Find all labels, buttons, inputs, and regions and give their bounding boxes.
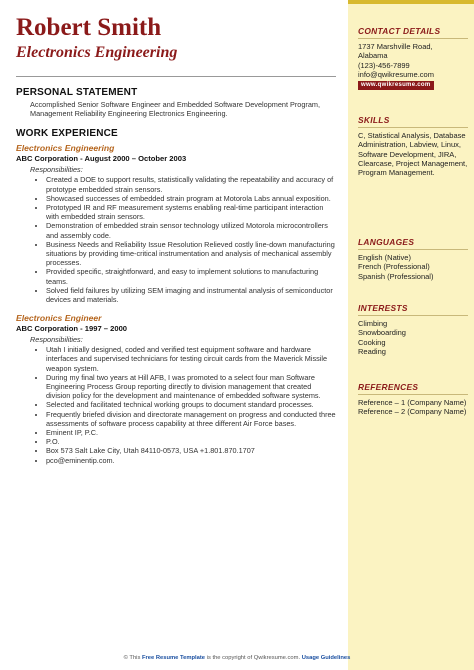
interests-heading: INTERESTS — [358, 303, 468, 316]
address-line: 1737 Marshville Road, — [358, 42, 433, 51]
responsibilities-list — [16, 345, 336, 465]
list-item: • Showcased successes of embedded strain program at Motorola Labs annual exposition. — [46, 194, 336, 203]
responsibilities-list — [16, 175, 336, 304]
list-item: English (Native) — [358, 253, 411, 262]
contact-heading: CONTACT DETAILS — [358, 26, 468, 39]
main-column — [16, 14, 336, 465]
sidebar — [348, 0, 474, 670]
list-item: Snowboarding — [358, 328, 406, 338]
list-item: Spanish (Professional) — [358, 271, 434, 281]
list-item: • Eminent IP, P.C. — [46, 428, 336, 437]
address-state: Alabama — [358, 51, 388, 61]
job-title: Electronics Engineering — [16, 143, 115, 154]
usage-guidelines-link[interactable]: Usage Guidelines — [301, 655, 351, 661]
languages-section — [358, 237, 468, 281]
languages-heading: LANGUAGES — [358, 237, 468, 250]
company-line — [16, 324, 336, 333]
candidate-title: Electronics Engineering — [16, 44, 178, 61]
personal-statement-text: Accomplished Senior Software Engineer and Embedded Software Development Program, Management Reliability Engineering Electronics Engineering. — [30, 100, 321, 119]
website-link[interactable]: www.qwikresume.com — [358, 81, 434, 90]
list-item: Reference – 2 (Company Name) — [358, 407, 467, 417]
list-item: • Created a DOE to support results, statistically validating the repeatability and accuracy of prototype embedded strain sensors. — [46, 175, 336, 193]
company-line — [16, 154, 336, 163]
references-heading: REFERENCES — [358, 382, 468, 395]
list-item: Reference – 1 (Company Name) — [358, 398, 467, 407]
list-item: • Selected and facilitated technical working groups to document standard processes. — [46, 400, 336, 409]
phone-number: (123)-456-7899 — [358, 60, 410, 70]
skills-text: C, Statistical Analysis, Database Administration, Labview, Linux, Software Development, JIRA, Clearcase, Project Management, Program Management. — [358, 131, 468, 178]
email-address[interactable]: info@qwikresume.com — [358, 69, 434, 79]
job-entry-2 — [16, 313, 336, 465]
list-item: • During my final two years at Hill AFB, I was promoted to a select four man Software Engineering Process Group reporting directly to division management that created division policy for the development and maintenance of embedded software systems. — [46, 373, 336, 401]
list-item: Cooking — [358, 337, 386, 347]
free-resume-template-link[interactable]: Free Resume Template — [141, 655, 206, 661]
list-item: • Prototyped IR and RF measurement systems enabling real-time participant interaction with embedded strain sensors. — [46, 203, 336, 221]
contact-details — [358, 42, 468, 90]
references-section — [358, 382, 468, 417]
personal-statement-heading: PERSONAL STATEMENT — [16, 87, 138, 98]
list-item: • Solved field failures by utilizing SEM imaging and instrumental analysis of semiconductor devices and materials. — [46, 286, 336, 304]
job-entry-1 — [16, 143, 336, 304]
list-item: Reading — [358, 346, 386, 356]
list-item: French (Professional) — [358, 262, 430, 272]
list-item: • Utah I initially designed, coded and verified test equipment software and hardware interfaces and supervised technicians for testing circuit cards from the Maverick Missile weapon system. — [46, 345, 336, 373]
footer-prefix: © This — [123, 655, 141, 661]
company-name: ABC Corporation - — [16, 324, 83, 334]
company-name: ABC Corporation - — [16, 154, 83, 164]
responsibilities-label: Responsibilities: — [30, 165, 83, 175]
job-title: Electronics Engineer — [16, 313, 102, 324]
footer-middle: is the copyright of Qwikresume.com. — [206, 655, 301, 661]
responsibilities-label: Responsibilities: — [30, 335, 83, 345]
list-item: • Frequently briefed division and directorate management on progress and conducted three assessments of software process capability at three different Air Force bases. — [46, 410, 336, 428]
list-item: • Box 573 Salt Lake City, Utah 84110-0573, USA +1.801.870.1707 — [46, 446, 336, 455]
interests-list — [358, 319, 468, 356]
interests-section — [358, 303, 468, 356]
header-divider — [16, 76, 336, 77]
skills-section — [358, 115, 468, 177]
list-item: • Demonstration of embedded strain sensor technology utilized Motorola microcontrollers and assembly code. — [46, 221, 336, 239]
list-item: Climbing — [358, 319, 388, 328]
list-item: • Provided specific, straightforward, and easy to implement solutions to manufacturing teams. — [46, 267, 336, 285]
skills-heading: SKILLS — [358, 115, 468, 128]
work-experience-heading: WORK EXPERIENCE — [16, 128, 118, 140]
copyright-footer — [0, 655, 474, 661]
list-item: • P.O. — [46, 437, 336, 446]
job-dates: 1997 – 2000 — [84, 324, 128, 334]
languages-list — [358, 253, 468, 281]
list-item: • Business Needs and Reliability Issue Resolution Relieved costly line-down manufacturing situations by providing time-critical instrumentation and analysis of mechanical assembly processes. — [46, 240, 336, 268]
sidebar-top-accent — [348, 0, 474, 4]
contact-section — [358, 26, 468, 90]
job-dates: August 2000 – October 2003 — [84, 154, 187, 164]
references-list — [358, 398, 468, 417]
candidate-name: Robert Smith — [16, 14, 162, 41]
list-item: • pco@eminentip.com. — [46, 456, 336, 465]
